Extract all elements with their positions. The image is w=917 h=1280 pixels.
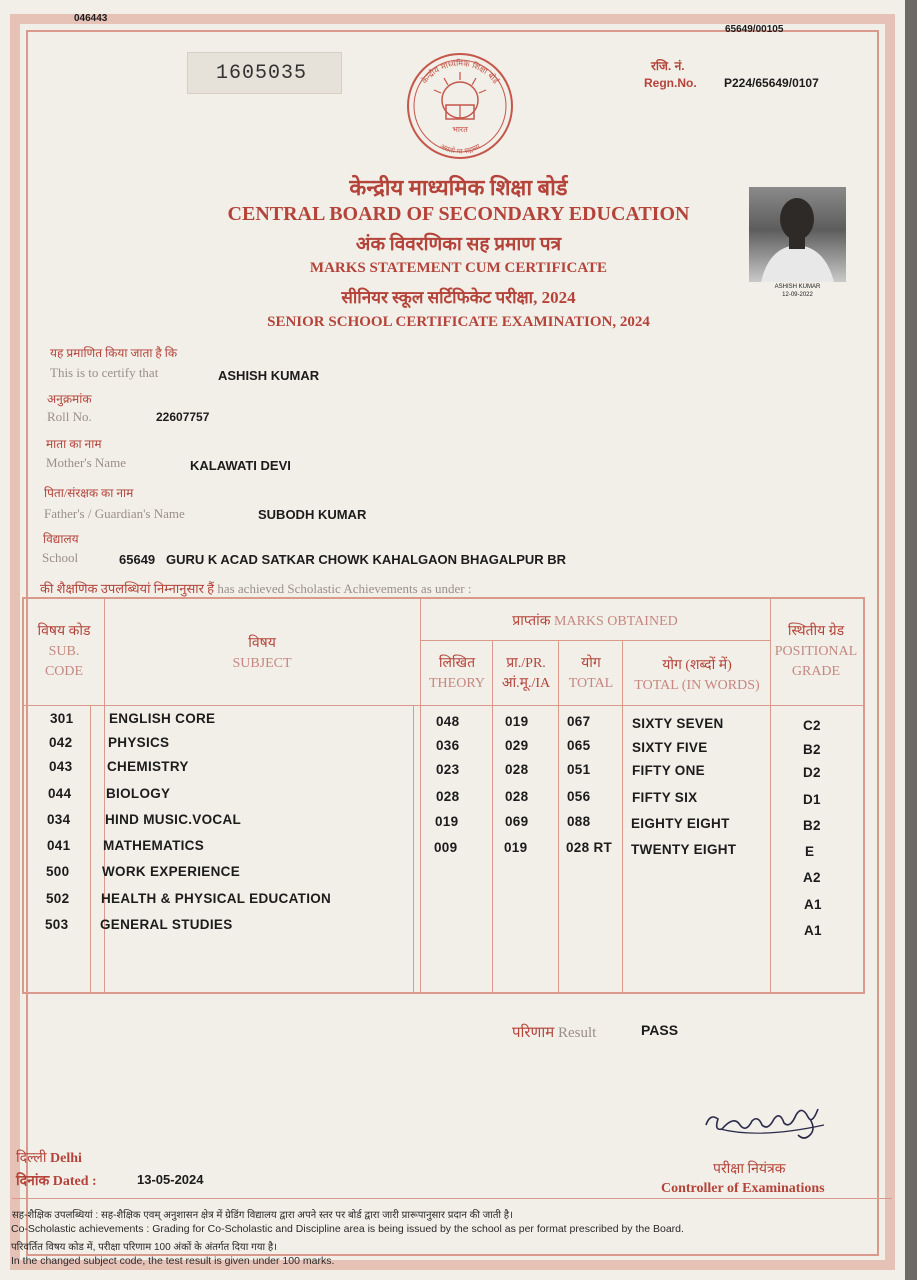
- row-grade: D1: [803, 792, 821, 807]
- row-theory: 009: [434, 840, 458, 855]
- row-code: 034: [47, 812, 71, 827]
- row-subject: WORK EXPERIENCE: [102, 864, 241, 879]
- row-grade: E: [805, 844, 815, 859]
- mother-label: Mother's Name: [46, 455, 126, 470]
- row-practical: 028: [505, 762, 529, 777]
- col-divider: [90, 705, 91, 992]
- row-total-words: SIXTY FIVE: [632, 740, 708, 755]
- svg-text:असतो मा सद्गमय: असतो मा सद्गमय: [438, 142, 482, 156]
- col-divider: [558, 640, 559, 992]
- col-divider: [770, 599, 771, 992]
- row-code: 042: [49, 735, 73, 750]
- regn-label-hi: रजि. नं.: [651, 59, 685, 73]
- achievements-line: की शैक्षणिक उपलब्धियां निम्नानुसार हैं has achieved Scholastic Achievements as under :: [40, 581, 472, 596]
- school-label-hindi: विद्यालय: [43, 532, 79, 546]
- father-name: SUBODH KUMAR: [258, 507, 367, 522]
- row-practical: 019: [504, 840, 528, 855]
- school-label: School: [42, 550, 79, 565]
- left-code: 046443: [74, 13, 108, 24]
- header-divider: [420, 640, 770, 641]
- right-code: 65649/00105: [725, 24, 784, 35]
- header-marks-obtained: प्राप्तांक MARKS OBTAINED: [512, 614, 678, 629]
- row-total-words: SIXTY SEVEN: [632, 716, 724, 731]
- row-practical: 029: [505, 738, 529, 753]
- row-practical: 028: [505, 789, 529, 804]
- regn-number: P224/65649/0107: [724, 76, 819, 90]
- header-divider: [22, 705, 863, 706]
- row-grade: B2: [803, 742, 821, 757]
- row-total: 051: [567, 762, 591, 777]
- col-divider: [413, 705, 414, 992]
- regn-label: Regn.No.: [644, 76, 697, 90]
- school-name: 65649 GURU K ACAD SATKAR CHOWK KAHALGAON BHAGALPUR BR: [119, 552, 567, 567]
- header-total-words: योग (शब्दों में) TOTAL (IN WORDS): [634, 658, 760, 693]
- photo-caption: ASHISH KUMAR 12-09-2022: [774, 284, 821, 298]
- row-practical: 069: [505, 814, 529, 829]
- row-total-words: FIFTY ONE: [632, 763, 705, 778]
- result-label: परिणाम Result: [512, 1025, 597, 1041]
- col-divider: [104, 599, 105, 992]
- header-sub-code: विषय कोड SUB. CODE: [37, 624, 91, 679]
- row-subject: HEALTH & PHYSICAL EDUCATION: [101, 891, 332, 906]
- row-total-words: FIFTY SIX: [632, 790, 698, 805]
- row-subject: CHEMISTRY: [107, 759, 189, 774]
- controller-label-hindi: परीक्षा नियंत्रक: [713, 1162, 786, 1177]
- row-subject: HIND MUSIC.VOCAL: [105, 812, 242, 827]
- row-code: 043: [49, 759, 73, 774]
- father-label: Father's / Guardian's Name: [44, 506, 185, 521]
- row-total: 065: [567, 738, 591, 753]
- row-code: 041: [47, 838, 71, 853]
- roll-number: 22607757: [156, 410, 210, 424]
- col-divider: [492, 640, 493, 992]
- row-practical: 019: [505, 714, 529, 729]
- dated-value: 13-05-2024: [137, 1172, 204, 1187]
- exam-title: SENIOR SCHOOL CERTIFICATE EXAMINATION, 2024: [267, 314, 650, 330]
- row-theory: 036: [436, 738, 460, 753]
- roll-label: Roll No.: [47, 409, 92, 424]
- changed-code-note-hindi: परिवर्तित विषय कोड में, परीक्षा परिणाम 100 अंकों के अंतर्गत दिया गया है।: [11, 1242, 277, 1253]
- header-total: योग TOTAL: [568, 656, 614, 691]
- row-grade: A1: [804, 923, 822, 938]
- result-value: PASS: [641, 1022, 679, 1038]
- row-code: 044: [48, 786, 72, 801]
- row-theory: 048: [436, 714, 460, 729]
- row-total: 056: [567, 789, 591, 804]
- co-scholastic-note: Co-Scholastic achievements : Grading for Co-Scholastic and Discipline area is being issued by the school as per format prescribed by the Board.: [11, 1223, 684, 1235]
- candidate-name: ASHISH KUMAR: [218, 368, 320, 383]
- cbse-seal-icon: [400, 50, 520, 162]
- row-subject: GENERAL STUDIES: [100, 917, 233, 932]
- candidate-photo: [749, 187, 846, 282]
- row-grade: C2: [803, 718, 821, 733]
- svg-text:भारत: भारत: [452, 125, 468, 134]
- mother-name: KALAWATI DEVI: [190, 458, 291, 473]
- row-subject: MATHEMATICS: [103, 838, 205, 853]
- document-title-hindi: अंक विवरणिका सह प्रमाण पत्र: [355, 234, 562, 255]
- roll-label-hindi: अनुक्रमांक: [47, 392, 92, 406]
- row-subject: ENGLISH CORE: [109, 711, 216, 726]
- row-subject: BIOLOGY: [106, 786, 171, 801]
- dated-label: दिनांक Dated :: [16, 1174, 97, 1189]
- row-code: 500: [46, 864, 70, 879]
- board-title: CENTRAL BOARD OF SECONDARY EDUCATION: [227, 203, 690, 225]
- row-theory: 019: [435, 814, 459, 829]
- row-total: 067: [567, 714, 591, 729]
- exam-title-hindi: सीनियर स्कूल सर्टिफिकेट परीक्षा, 2024: [341, 288, 576, 307]
- serial-number-box: 1605035: [187, 52, 342, 94]
- svg-text:केन्द्रीय माध्यमिक शिक्षा बोर्: केन्द्रीय माध्यमिक शिक्षा बोर्ड: [419, 58, 501, 86]
- certify-label: This is to certify that: [50, 365, 159, 380]
- father-label-hindi: पिता/संरक्षक का नाम: [44, 486, 134, 500]
- changed-code-note: In the changed subject code, the test result is given under 100 marks.: [11, 1255, 335, 1267]
- row-code: 301: [50, 711, 74, 726]
- controller-signature: [700, 1095, 835, 1145]
- place-label: दिल्ली Delhi: [16, 1151, 82, 1166]
- header-subject: विषय SUBJECT: [232, 636, 292, 671]
- header-theory: लिखित THEORY: [429, 656, 485, 691]
- row-grade: D2: [803, 765, 821, 780]
- col-divider: [420, 599, 421, 992]
- certify-label-hindi: यह प्रमाणित किया जाता है कि: [50, 346, 178, 360]
- person-silhouette-icon: [749, 187, 846, 282]
- row-theory: 028: [436, 789, 460, 804]
- row-grade: A2: [803, 870, 821, 885]
- col-divider: [622, 640, 623, 992]
- row-total: 028 RT: [566, 840, 613, 855]
- mother-label-hindi: माता का नाम: [46, 437, 102, 451]
- co-scholastic-note-hindi: सह-शैक्षिक उपलब्धियां : सह-शैक्षिक एवम् अनुशासन क्षेत्र में ग्रेडिंग विद्यालय द्वारा अपने स्तर पर बोर्ड द्वारा जारी प्रारूपानुसार प्रदान की जाती है।: [12, 1210, 513, 1221]
- row-grade: B2: [803, 818, 821, 833]
- controller-label: Controller of Examinations: [661, 1181, 825, 1196]
- board-title-hindi: केन्द्रीय माध्यमिक शिक्षा बोर्ड: [349, 175, 568, 200]
- document-title: MARKS STATEMENT CUM CERTIFICATE: [309, 260, 608, 276]
- row-grade: A1: [804, 897, 822, 912]
- row-total: 088: [567, 814, 591, 829]
- row-total-words: TWENTY EIGHT: [631, 842, 737, 857]
- row-code: 502: [46, 891, 70, 906]
- row-theory: 023: [436, 762, 460, 777]
- row-total-words: EIGHTY EIGHT: [631, 816, 730, 831]
- footer-divider: [12, 1198, 892, 1199]
- row-subject: PHYSICS: [108, 735, 170, 750]
- header-positional-grade: स्थितीय ग्रेड POSITIONAL GRADE: [774, 624, 858, 679]
- row-code: 503: [45, 917, 69, 932]
- header-practical: प्रा./PR. आं.मू./IA: [501, 656, 551, 691]
